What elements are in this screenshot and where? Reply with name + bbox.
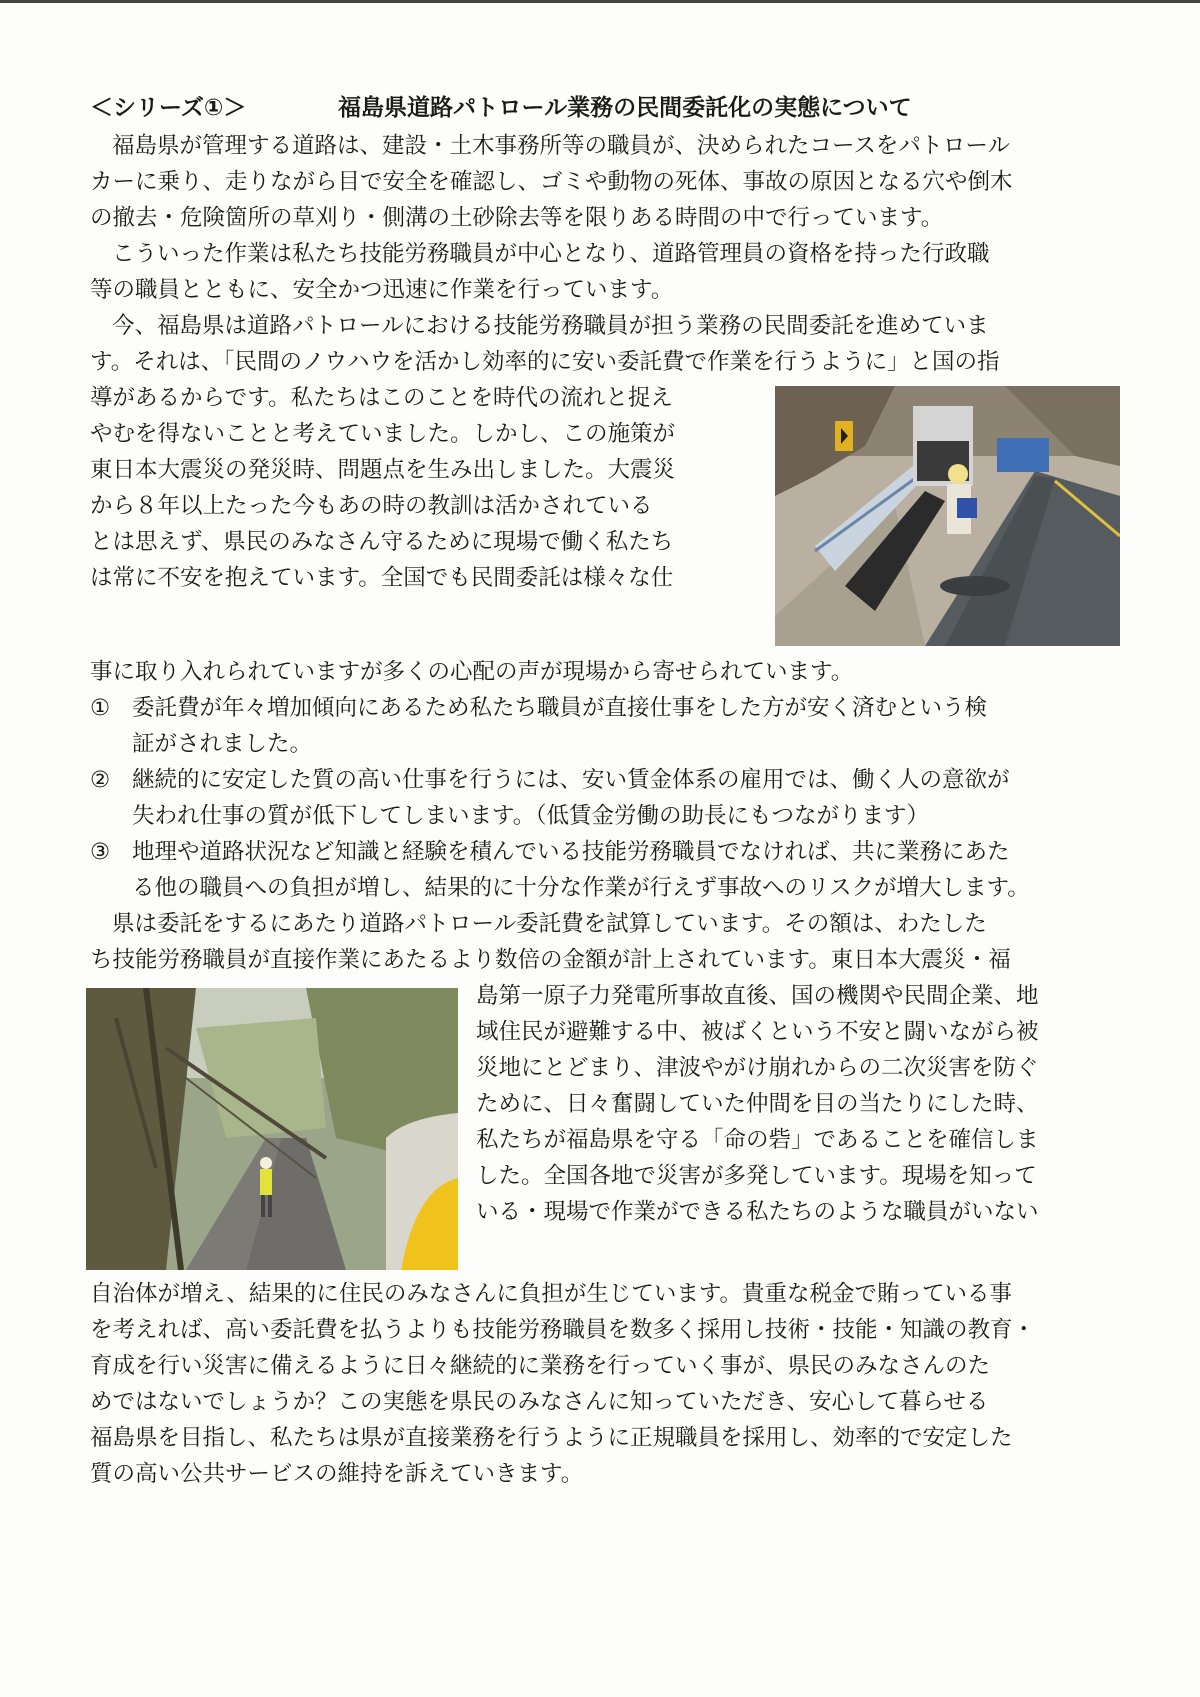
- page-title: 福島県道路パトロール業務の民間委託化の実態について: [338, 95, 912, 121]
- para3-wrap-line: 導があるからです。私たちはこのことを時代の流れと捉え: [90, 385, 673, 411]
- para2-line: 等の職員とともに、安全かつ迅速に作業を行っています。: [90, 277, 674, 303]
- item-number: ②: [90, 767, 111, 793]
- para1-line: の撤去・危険箇所の草刈り・側溝の土砂除去等を限りある時間の中で行っています。: [90, 205, 944, 231]
- title-row: [90, 88, 1120, 128]
- para4-wrap-line: 島第一原子力発電所事故直後、国の機関や民間企業、地: [476, 983, 1039, 1009]
- article: [90, 88, 1120, 1492]
- item-line: 証がされました。: [132, 731, 313, 757]
- para4-wrap-line: ために、日々奮闘していた仲間を目の当たりにした時、: [476, 1091, 1039, 1117]
- para4-line: 育成を行い災害に備えるように日々継続的に業務を行っていく事が、県民のみなさんのた: [90, 1353, 991, 1379]
- para3-wrap-line: 東日本大震災の発災時、問題点を生み出しました。大震災: [90, 457, 676, 483]
- para3-wrap-line: は常に不安を抱えています。全国でも民間委託は様々な仕: [90, 565, 674, 591]
- para4-line: 県は委託をするにあたり道路パトロール委託費を試算しています。その額は、わたした: [112, 911, 987, 937]
- para2-line: こういった作業は私たち技能労務職員が中心となり、道路管理員の資格を持った行政職: [112, 241, 990, 267]
- para4-line: 自治体が増え、結果的に住民のみなさんに負担が生じています。貴重な税金で賄っている事: [90, 1281, 1013, 1307]
- scan-top-border: [0, 0, 1200, 3]
- para4-line: めではないでしょうか？この実態を県民のみなさんに知っていただき、安心して暮らせる: [90, 1389, 989, 1415]
- item-line: 失われ仕事の質が低下してしまいます。（低賃金労働の助長にもつながります）: [132, 803, 929, 829]
- item-number: ①: [90, 695, 111, 721]
- para4-wrap-line: 私たちが福島県を守る「命の砦」であることを確信しま: [476, 1127, 1039, 1153]
- list-item: [90, 762, 1120, 834]
- para4-line: ち技能労務職員が直接作業にあたるより数倍の金額が計上されています。東日本大震災・福: [90, 947, 1011, 973]
- item-number: ③: [90, 839, 111, 865]
- para4-wrap-line: 災地にとどまり、津波やがけ崩れからの二次災害を防ぐ: [476, 1055, 1039, 1081]
- item-line: 地理や道路状況など知識と経験を積んでいる技能労務職員でなければ、共に業務にあた: [132, 839, 1010, 865]
- fallen-tree-photo: [86, 988, 458, 1270]
- item-line: る他の職員への負担が増し、結果的に十分な作業が行えず事故へのリスクが増大します。: [132, 875, 1030, 901]
- series-tag: ＜シリーズ①＞: [90, 95, 247, 121]
- para3-wrap-line: とは思えず、県民のみなさん守るために現場で働く私たち: [90, 529, 674, 555]
- para4-line: を考えれば、高い委託費を払うよりも技能労務職員を数多く採用し技術・技能・知識の教育・: [90, 1317, 1036, 1343]
- para1-line: 福島県が管理する道路は、建設・土木事務所等の職員が、決められたコースをパトロール: [112, 133, 1010, 159]
- para3-wrap-line: やむを得ないことと考えていました。しかし、この施策が: [90, 421, 676, 447]
- road-repair-photo: [775, 386, 1120, 646]
- para3-line: 今、福島県は道路パトロールにおける技能労務職員が担う業務の民間委託を進めていま: [112, 313, 989, 339]
- item-line: 委託費が年々増加傾向にあるため私たち職員が直接仕事をした方が安く済むという検: [132, 695, 988, 721]
- list-item: [90, 690, 1120, 762]
- para4-wrap-line: 域住民が避難する中、被ばくという不安と闘いながら被: [476, 1019, 1039, 1045]
- para4-wrap-line: した。全国各地で災害が多発しています。現場を知って: [476, 1163, 1037, 1189]
- para1-line: カーに乗り、走りながら目で安全を確認し、ゴミや動物の死体、事故の原因となる穴や倒木: [90, 169, 1013, 195]
- para4-wrap-line: いる・現場で作業ができる私たちのような職員がいない: [476, 1199, 1039, 1225]
- list-item: [90, 834, 1120, 906]
- para3-line: 事に取り入れられていますが多くの心配の声が現場から寄せられています。: [90, 659, 854, 685]
- para3-wrap-line: から８年以上たった今もあの時の教訓は活かされている: [90, 493, 653, 519]
- para4-line: 福島県を目指し、私たちは県が直接業務を行うように正規職員を採用し、効率的で安定した: [90, 1425, 1013, 1451]
- para3-line: す。それは、「民間のノウハウを活かし効率的に安い委託費で作業を行うように」と国の指: [90, 349, 1000, 375]
- para4-line: 質の高い公共サービスの維持を訴えていきます。: [90, 1461, 584, 1487]
- item-line: 継続的に安定した質の高い仕事を行うには、安い賃金体系の雇用では、働く人の意欲が: [132, 767, 1010, 793]
